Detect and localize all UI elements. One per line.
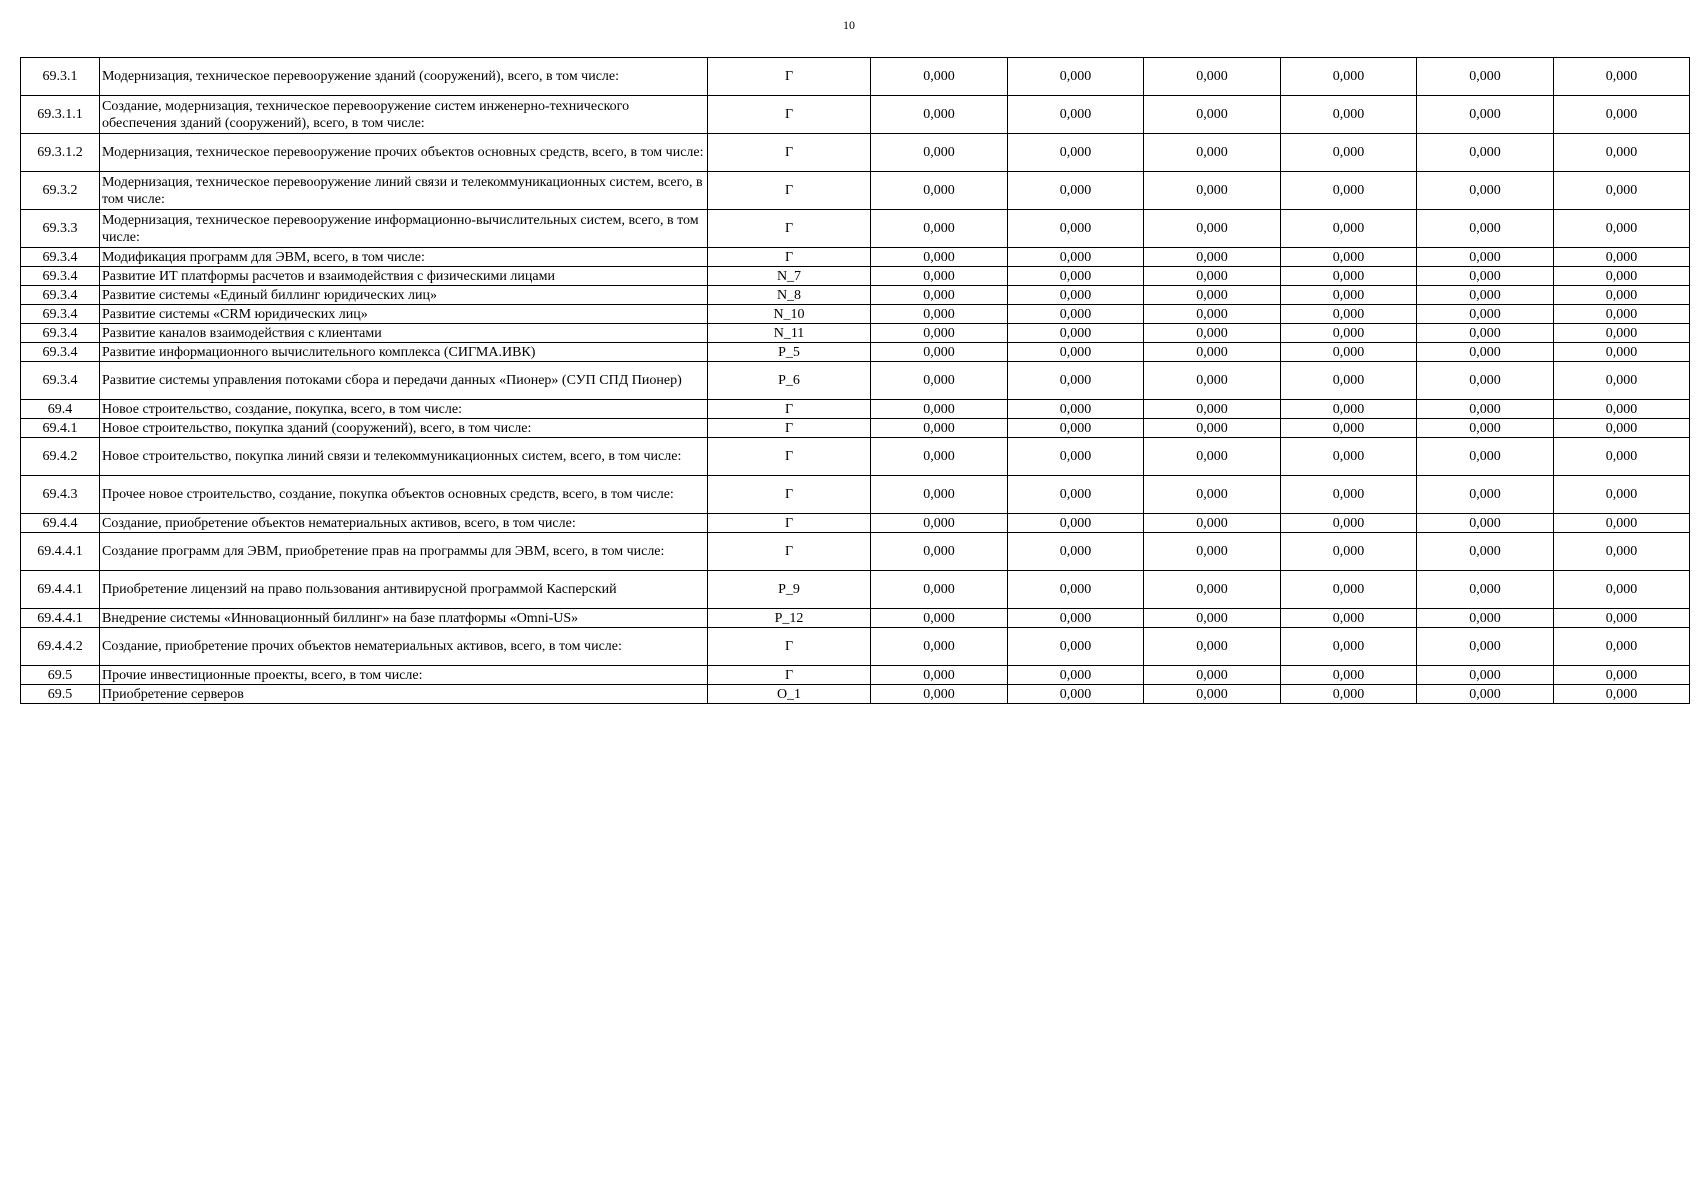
table-row <box>21 286 1690 305</box>
row-name-cell: Модернизация, техническое перевооружение прочих объектов основных средств, всего, в том числе: <box>100 134 708 172</box>
row-value-cell: 0,000 <box>1554 286 1690 305</box>
row-value-cell: 0,000 <box>1554 685 1690 704</box>
row-name-cell: Модернизация, техническое перевооружение линий связи и телекоммуникационных систем, всего, в том числе: <box>100 172 708 210</box>
row-value-cell: 0,000 <box>871 267 1008 286</box>
row-value-cell: 0,000 <box>871 666 1008 685</box>
row-value-cell: 0,000 <box>1417 305 1554 324</box>
row-value-cell: 0,000 <box>1417 685 1554 704</box>
row-name-cell: Модернизация, техническое перевооружение информационно-вычислительных систем, всего, в том числе: <box>100 210 708 248</box>
row-value-cell: 0,000 <box>871 305 1008 324</box>
row-value-cell: 0,000 <box>1417 666 1554 685</box>
row-value-cell: 0,000 <box>871 514 1008 533</box>
row-value-cell: 0,000 <box>1417 362 1554 400</box>
row-value-cell: 0,000 <box>1144 286 1281 305</box>
row-value-cell: 0,000 <box>1417 210 1554 248</box>
row-id-cell: Г <box>708 96 871 134</box>
table-row <box>21 609 1690 628</box>
row-value-cell: 0,000 <box>871 58 1008 96</box>
row-name-cell: Новое строительство, покупка линий связи и телекоммуникационных систем, всего, в том числе: <box>100 438 708 476</box>
row-id-cell: Г <box>708 419 871 438</box>
row-id-cell: Г <box>708 210 871 248</box>
row-value-cell: 0,000 <box>1008 362 1144 400</box>
row-code-cell: 69.3.4 <box>21 362 100 400</box>
row-code-cell: 69.4.3 <box>21 476 100 514</box>
table-row <box>21 210 1690 248</box>
row-value-cell: 0,000 <box>1008 172 1144 210</box>
row-value-cell: 0,000 <box>871 362 1008 400</box>
row-id-cell: P_9 <box>708 571 871 609</box>
row-value-cell: 0,000 <box>1008 571 1144 609</box>
row-name-cell: Создание программ для ЭВМ, приобретение прав на программы для ЭВМ, всего, в том числе: <box>100 533 708 571</box>
row-id-cell: Г <box>708 514 871 533</box>
row-value-cell: 0,000 <box>1008 419 1144 438</box>
row-value-cell: 0,000 <box>1008 134 1144 172</box>
row-value-cell: 0,000 <box>1008 96 1144 134</box>
row-value-cell: 0,000 <box>1417 476 1554 514</box>
row-value-cell: 0,000 <box>1144 324 1281 343</box>
row-code-cell: 69.4.1 <box>21 419 100 438</box>
row-value-cell: 0,000 <box>1281 666 1417 685</box>
row-id-cell: P_5 <box>708 343 871 362</box>
row-value-cell: 0,000 <box>1554 134 1690 172</box>
row-value-cell: 0,000 <box>1281 248 1417 267</box>
row-value-cell: 0,000 <box>871 96 1008 134</box>
row-value-cell: 0,000 <box>1554 324 1690 343</box>
row-value-cell: 0,000 <box>1144 305 1281 324</box>
row-value-cell: 0,000 <box>871 685 1008 704</box>
row-value-cell: 0,000 <box>871 286 1008 305</box>
row-value-cell: 0,000 <box>1281 305 1417 324</box>
row-value-cell: 0,000 <box>1008 514 1144 533</box>
row-id-cell: Г <box>708 248 871 267</box>
row-value-cell: 0,000 <box>1417 58 1554 96</box>
row-value-cell: 0,000 <box>1281 343 1417 362</box>
row-value-cell: 0,000 <box>1281 533 1417 571</box>
row-value-cell: 0,000 <box>1281 324 1417 343</box>
table-row <box>21 419 1690 438</box>
row-value-cell: 0,000 <box>1554 343 1690 362</box>
row-value-cell: 0,000 <box>871 400 1008 419</box>
row-name-cell: Развитие информационного вычислительного комплекса (СИГМА.ИВК) <box>100 343 708 362</box>
page-number: 10 <box>843 18 855 32</box>
row-value-cell: 0,000 <box>1144 571 1281 609</box>
row-value-cell: 0,000 <box>1008 267 1144 286</box>
row-code-cell: 69.3.1 <box>21 58 100 96</box>
row-id-cell: Г <box>708 438 871 476</box>
row-value-cell: 0,000 <box>1281 362 1417 400</box>
row-value-cell: 0,000 <box>871 343 1008 362</box>
row-value-cell: 0,000 <box>1554 533 1690 571</box>
row-value-cell: 0,000 <box>1554 172 1690 210</box>
row-value-cell: 0,000 <box>1144 248 1281 267</box>
row-value-cell: 0,000 <box>1008 58 1144 96</box>
row-value-cell: 0,000 <box>1008 324 1144 343</box>
row-value-cell: 0,000 <box>1554 305 1690 324</box>
row-code-cell: 69.3.4 <box>21 267 100 286</box>
row-value-cell: 0,000 <box>1008 343 1144 362</box>
row-value-cell: 0,000 <box>1554 438 1690 476</box>
table-row <box>21 666 1690 685</box>
row-value-cell: 0,000 <box>1008 609 1144 628</box>
row-value-cell: 0,000 <box>1554 58 1690 96</box>
row-code-cell: 69.3.4 <box>21 248 100 267</box>
row-name-cell: Новое строительство, покупка зданий (сооружений), всего, в том числе: <box>100 419 708 438</box>
row-value-cell: 0,000 <box>1281 419 1417 438</box>
row-code-cell: 69.3.4 <box>21 324 100 343</box>
row-value-cell: 0,000 <box>1417 419 1554 438</box>
row-value-cell: 0,000 <box>871 419 1008 438</box>
row-value-cell: 0,000 <box>1144 96 1281 134</box>
row-value-cell: 0,000 <box>1554 96 1690 134</box>
row-value-cell: 0,000 <box>1144 419 1281 438</box>
row-value-cell: 0,000 <box>1281 58 1417 96</box>
table-row <box>21 438 1690 476</box>
table-row <box>21 248 1690 267</box>
row-name-cell: Создание, приобретение прочих объектов нематериальных активов, всего, в том числе: <box>100 628 708 666</box>
row-value-cell: 0,000 <box>1144 343 1281 362</box>
row-value-cell: 0,000 <box>1281 438 1417 476</box>
table-row <box>21 685 1690 704</box>
row-value-cell: 0,000 <box>1417 248 1554 267</box>
table-row <box>21 134 1690 172</box>
row-code-cell: 69.4.4 <box>21 514 100 533</box>
row-value-cell: 0,000 <box>871 210 1008 248</box>
row-value-cell: 0,000 <box>1281 685 1417 704</box>
investment-table <box>20 57 1690 704</box>
row-value-cell: 0,000 <box>1554 267 1690 286</box>
row-id-cell: Г <box>708 666 871 685</box>
row-value-cell: 0,000 <box>871 571 1008 609</box>
row-value-cell: 0,000 <box>1144 134 1281 172</box>
row-code-cell: 69.4.4.2 <box>21 628 100 666</box>
row-name-cell: Создание, приобретение объектов нематериальных активов, всего, в том числе: <box>100 514 708 533</box>
row-value-cell: 0,000 <box>871 324 1008 343</box>
table-row <box>21 628 1690 666</box>
table-row <box>21 324 1690 343</box>
row-code-cell: 69.3.1.2 <box>21 134 100 172</box>
row-value-cell: 0,000 <box>1281 609 1417 628</box>
row-value-cell: 0,000 <box>871 172 1008 210</box>
row-value-cell: 0,000 <box>1417 172 1554 210</box>
row-value-cell: 0,000 <box>871 533 1008 571</box>
row-value-cell: 0,000 <box>1144 58 1281 96</box>
table-row <box>21 514 1690 533</box>
row-code-cell: 69.4.2 <box>21 438 100 476</box>
row-name-cell: Новое строительство, создание, покупка, всего, в том числе: <box>100 400 708 419</box>
row-id-cell: Г <box>708 400 871 419</box>
row-value-cell: 0,000 <box>1008 210 1144 248</box>
row-value-cell: 0,000 <box>1144 628 1281 666</box>
row-value-cell: 0,000 <box>1281 134 1417 172</box>
row-code-cell: 69.5 <box>21 685 100 704</box>
row-id-cell: Г <box>708 533 871 571</box>
row-id-cell: N_10 <box>708 305 871 324</box>
row-id-cell: Г <box>708 134 871 172</box>
table-row <box>21 305 1690 324</box>
table-row <box>21 96 1690 134</box>
row-name-cell: Внедрение системы «Инновационный биллинг» на базе платформы «Omni-US» <box>100 609 708 628</box>
row-value-cell: 0,000 <box>1144 438 1281 476</box>
row-id-cell: Г <box>708 628 871 666</box>
table-row <box>21 362 1690 400</box>
table-row <box>21 400 1690 419</box>
row-id-cell: N_7 <box>708 267 871 286</box>
row-code-cell: 69.3.4 <box>21 286 100 305</box>
row-value-cell: 0,000 <box>1281 172 1417 210</box>
row-name-cell: Развитие системы «CRM юридических лиц» <box>100 305 708 324</box>
row-value-cell: 0,000 <box>1144 267 1281 286</box>
table-row <box>21 267 1690 286</box>
row-value-cell: 0,000 <box>1008 685 1144 704</box>
row-value-cell: 0,000 <box>871 476 1008 514</box>
row-name-cell: Развитие каналов взаимодействия с клиентами <box>100 324 708 343</box>
row-value-cell: 0,000 <box>1008 438 1144 476</box>
row-code-cell: 69.3.3 <box>21 210 100 248</box>
row-name-cell: Развитие системы «Единый биллинг юридических лиц» <box>100 286 708 305</box>
row-value-cell: 0,000 <box>1417 609 1554 628</box>
row-value-cell: 0,000 <box>1008 400 1144 419</box>
row-value-cell: 0,000 <box>1144 609 1281 628</box>
row-value-cell: 0,000 <box>1417 324 1554 343</box>
row-value-cell: 0,000 <box>1144 476 1281 514</box>
row-id-cell: Г <box>708 172 871 210</box>
row-code-cell: 69.4.4.1 <box>21 571 100 609</box>
row-name-cell: Приобретение серверов <box>100 685 708 704</box>
row-value-cell: 0,000 <box>1417 400 1554 419</box>
row-value-cell: 0,000 <box>1144 400 1281 419</box>
row-value-cell: 0,000 <box>1008 533 1144 571</box>
row-name-cell: Прочие инвестиционные проекты, всего, в том числе: <box>100 666 708 685</box>
row-value-cell: 0,000 <box>1554 514 1690 533</box>
row-name-cell: Прочее новое строительство, создание, покупка объектов основных средств, всего, в том числе: <box>100 476 708 514</box>
row-name-cell: Приобретение лицензий на право пользования антивирусной программой Касперский <box>100 571 708 609</box>
row-id-cell: O_1 <box>708 685 871 704</box>
row-code-cell: 69.3.4 <box>21 343 100 362</box>
table-row <box>21 533 1690 571</box>
row-value-cell: 0,000 <box>1554 419 1690 438</box>
row-value-cell: 0,000 <box>1144 685 1281 704</box>
row-value-cell: 0,000 <box>1008 666 1144 685</box>
row-value-cell: 0,000 <box>871 134 1008 172</box>
row-value-cell: 0,000 <box>1554 666 1690 685</box>
row-name-cell: Модернизация, техническое перевооружение зданий (сооружений), всего, в том числе: <box>100 58 708 96</box>
row-code-cell: 69.3.2 <box>21 172 100 210</box>
row-value-cell: 0,000 <box>1008 305 1144 324</box>
row-value-cell: 0,000 <box>1417 134 1554 172</box>
row-value-cell: 0,000 <box>1417 96 1554 134</box>
row-value-cell: 0,000 <box>1417 286 1554 305</box>
row-value-cell: 0,000 <box>1554 362 1690 400</box>
row-value-cell: 0,000 <box>871 628 1008 666</box>
table-body <box>21 58 1690 704</box>
row-code-cell: 69.3.4 <box>21 305 100 324</box>
row-id-cell: P_6 <box>708 362 871 400</box>
row-code-cell: 69.4 <box>21 400 100 419</box>
row-value-cell: 0,000 <box>1554 628 1690 666</box>
row-value-cell: 0,000 <box>1417 267 1554 286</box>
row-value-cell: 0,000 <box>1554 609 1690 628</box>
row-value-cell: 0,000 <box>1417 514 1554 533</box>
row-code-cell: 69.3.1.1 <box>21 96 100 134</box>
row-value-cell: 0,000 <box>1008 248 1144 267</box>
row-value-cell: 0,000 <box>1144 666 1281 685</box>
row-value-cell: 0,000 <box>1554 571 1690 609</box>
row-value-cell: 0,000 <box>871 248 1008 267</box>
row-value-cell: 0,000 <box>1417 628 1554 666</box>
row-value-cell: 0,000 <box>1281 210 1417 248</box>
table-row <box>21 343 1690 362</box>
row-value-cell: 0,000 <box>1554 400 1690 419</box>
row-value-cell: 0,000 <box>1144 514 1281 533</box>
row-value-cell: 0,000 <box>1281 267 1417 286</box>
row-value-cell: 0,000 <box>1554 210 1690 248</box>
row-id-cell: P_12 <box>708 609 871 628</box>
row-value-cell: 0,000 <box>1554 248 1690 267</box>
row-value-cell: 0,000 <box>1281 628 1417 666</box>
row-value-cell: 0,000 <box>1417 343 1554 362</box>
row-value-cell: 0,000 <box>1144 210 1281 248</box>
row-id-cell: Г <box>708 476 871 514</box>
row-value-cell: 0,000 <box>1554 476 1690 514</box>
table-row <box>21 476 1690 514</box>
row-code-cell: 69.4.4.1 <box>21 533 100 571</box>
row-value-cell: 0,000 <box>1417 571 1554 609</box>
row-id-cell: N_8 <box>708 286 871 305</box>
table-row <box>21 58 1690 96</box>
row-value-cell: 0,000 <box>1281 96 1417 134</box>
row-id-cell: Г <box>708 58 871 96</box>
row-id-cell: N_11 <box>708 324 871 343</box>
row-name-cell: Развитие системы управления потоками сбора и передачи данных «Пионер» (СУП СПД Пионер) <box>100 362 708 400</box>
row-value-cell: 0,000 <box>1008 628 1144 666</box>
row-name-cell: Модификация программ для ЭВМ, всего, в том числе: <box>100 248 708 267</box>
row-value-cell: 0,000 <box>1144 533 1281 571</box>
row-value-cell: 0,000 <box>1144 362 1281 400</box>
row-name-cell: Создание, модернизация, техническое перевооружение систем инженерно-технического обеспечения зданий (сооружений), всего, в том числе: <box>100 96 708 134</box>
row-value-cell: 0,000 <box>1417 533 1554 571</box>
row-value-cell: 0,000 <box>1281 571 1417 609</box>
table-row <box>21 172 1690 210</box>
row-code-cell: 69.4.4.1 <box>21 609 100 628</box>
row-value-cell: 0,000 <box>871 609 1008 628</box>
row-name-cell: Развитие ИТ платформы расчетов и взаимодействия с физическими лицами <box>100 267 708 286</box>
row-value-cell: 0,000 <box>1417 438 1554 476</box>
row-value-cell: 0,000 <box>1281 400 1417 419</box>
row-value-cell: 0,000 <box>1008 476 1144 514</box>
row-code-cell: 69.5 <box>21 666 100 685</box>
row-value-cell: 0,000 <box>1144 172 1281 210</box>
row-value-cell: 0,000 <box>871 438 1008 476</box>
table-row <box>21 571 1690 609</box>
row-value-cell: 0,000 <box>1281 286 1417 305</box>
row-value-cell: 0,000 <box>1281 514 1417 533</box>
row-value-cell: 0,000 <box>1281 476 1417 514</box>
row-value-cell: 0,000 <box>1008 286 1144 305</box>
